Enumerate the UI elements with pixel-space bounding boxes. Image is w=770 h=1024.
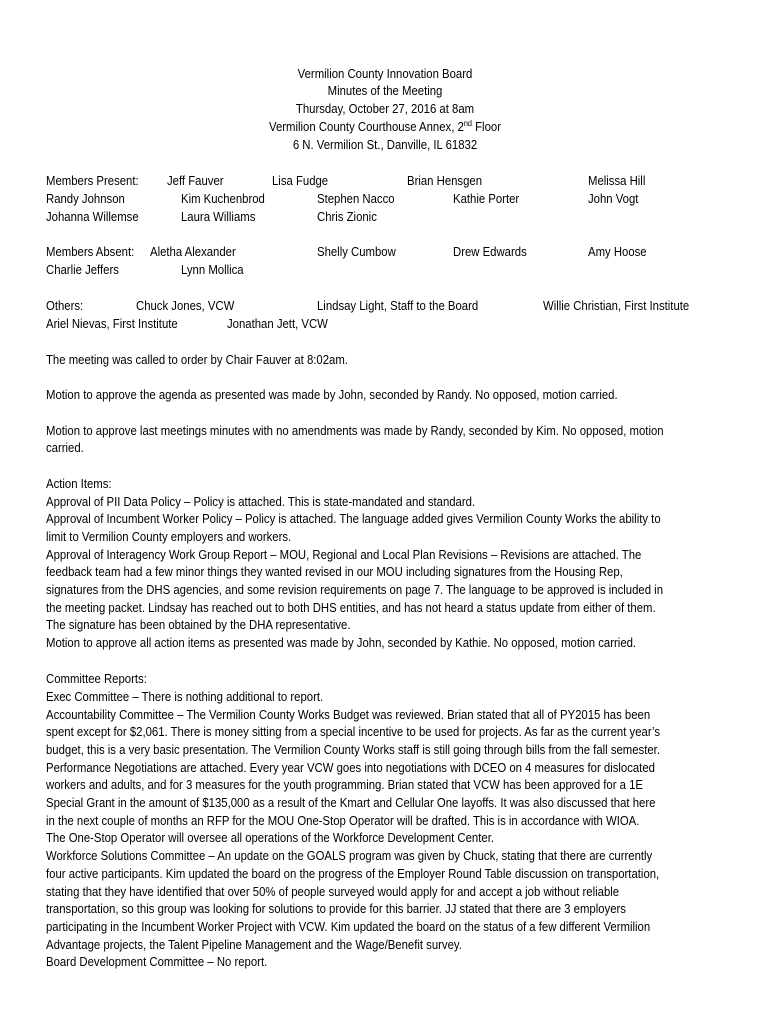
action-item-line: limit to Vermilion County employers and workers. [46,529,292,544]
member-absent: Drew Edwards [453,244,527,259]
members-absent-label: Members Absent: [46,244,135,259]
members-present-label: Members Present: [46,173,139,188]
member-absent: Lynn Mollica [181,262,244,277]
committee-report-line: stating that they have identified that over 50% of people surveyed would apply for and accept a job without reliable [46,884,620,899]
member-present: Kathie Porter [453,191,520,206]
committee-report-line: Board Development Committee – No report. [46,954,268,969]
member-present: Brian Hensgen [407,173,483,188]
committee-report-line: The One-Stop Operator will oversee all operations of the Workforce Development Center. [46,830,494,845]
committee-report-line: Performance Negotiations are attached. Every year VCW goes into negotiations with DCEO on 4 measures for dislocated [46,760,655,775]
action-items-heading: Action Items: [46,476,112,491]
action-item-line: Approval of PII Data Policy – Policy is attached. This is state-mandated and standard. [46,494,476,509]
committee-report-line: workers and adults, and for 3 measures for the youth programming. Brian stated that VCW has been approved for a 1E [46,777,644,792]
member-present: Lisa Fudge [272,173,329,188]
other-attendee: Jonathan Jett, VCW [227,316,328,331]
meeting-address: 6 N. Vermilion St., Danville, IL 61832 [292,137,478,152]
member-present: Johanna Willemse [46,209,139,224]
other-attendee: Ariel Nievas, First Institute [46,316,178,331]
committee-report-line: Workforce Solutions Committee – An update on the GOALS program was given by Chuck, stating that there are currently [46,848,653,863]
committee-report-line: transportation, so this group was looking for solutions to provide for this barrier. JJ stated that there are 3 employers [46,901,626,916]
committee-report-line: in the next couple of months an RFP for the MOU One-Stop Operator will be drafted. This is in accordance with WIOA. [46,813,640,828]
document-title: Minutes of the Meeting [327,83,443,98]
other-attendee: Willie Christian, First Institute [543,298,690,313]
motion-minutes-line: Motion to approve last meetings minutes with no amendments was made by Randy, seconded by Kim. No opposed, motion [46,423,664,438]
motion-agenda: Motion to approve the agenda as presented was made by John, seconded by Randy. No opposed, motion carried. [46,387,618,402]
action-item-line: The signature has been obtained by the DHA representative. [46,617,351,632]
committee-report-line: spent except for $2,061. There is money sitting from a special incentive to be used for projects. As far as the current year’s [46,724,661,739]
committee-report-line: Accountability Committee – The Vermilion County Works Budget was reviewed. Brian stated that all of PY2015 has been [46,707,651,722]
member-absent: Aletha Alexander [150,244,236,259]
call-to-order: The meeting was called to order by Chair Fauver at 8:02am. [46,352,348,367]
motion-minutes-line: carried. [46,440,84,455]
action-item-line: the meeting packet. Lindsay has reached out to both DHS entities, and has not heard a status update from either of them. [46,600,656,615]
member-absent: Charlie Jeffers [46,262,119,277]
member-present: Stephen Nacco [317,191,395,206]
action-item-line: signatures from the DHS agencies, and some revision requirements on page 7. The language to be approved is included in [46,582,664,597]
member-present: Kim Kuchenbrod [181,191,265,206]
meeting-date: Thursday, October 27, 2016 at 8am [295,101,475,116]
committee-reports-heading: Committee Reports: [46,671,147,686]
member-absent: Amy Hoose [588,244,647,259]
member-present: Jeff Fauver [167,173,224,188]
member-present: Randy Johnson [46,191,125,206]
member-present: Laura Williams [181,209,256,224]
committee-report-line: participating in the Incumbent Worker Project with VCW. Kim updated the board on the status of a few different Vermilion [46,919,651,934]
committee-report-line: Special Grant in the amount of $135,000 as a result of the Kmart and Cellular One layoffs. It was also discussed that here [46,795,656,810]
board-title: Vermilion County Innovation Board [297,66,473,81]
member-absent: Shelly Cumbow [317,244,396,259]
committee-report-line: budget, this is a very basic presentation. The Vermilion County Works staff is still going through bills from the fall semester. [46,742,660,757]
other-attendee: Lindsay Light, Staff to the Board [317,298,479,313]
member-present: Chris Zionic [317,209,377,224]
action-item-line: feedback team had a few minor things they wanted revised in our MOU including signatures from the Housing Rep, [46,564,623,579]
action-item-line: Approval of Interagency Work Group Report – MOU, Regional and Local Plan Revisions – Revisions are attached. The [46,547,642,562]
member-present: John Vogt [588,191,639,206]
committee-report-line: Exec Committee – There is nothing additional to report. [46,689,324,704]
other-attendee: Chuck Jones, VCW [136,298,235,313]
member-present: Melissa Hill [588,173,646,188]
action-item-line: Approval of Incumbent Worker Policy – Policy is attached. The language added gives Vermilion County Works the ability to [46,511,661,526]
committee-report-line: Advantage projects, the Talent Pipeline Management and the Wage/Benefit survey. [46,937,462,952]
others-label: Others: [46,298,84,313]
committee-report-line: four active participants. Kim updated the board on the progress of the Employer Round Table discussion on transportation, [46,866,660,881]
meeting-location: Vermilion County Courthouse Annex, 2nd Floor [269,118,501,134]
action-item-line: Motion to approve all action items as presented was made by John, seconded by Kathie. No opposed, motion carried. [46,635,637,650]
